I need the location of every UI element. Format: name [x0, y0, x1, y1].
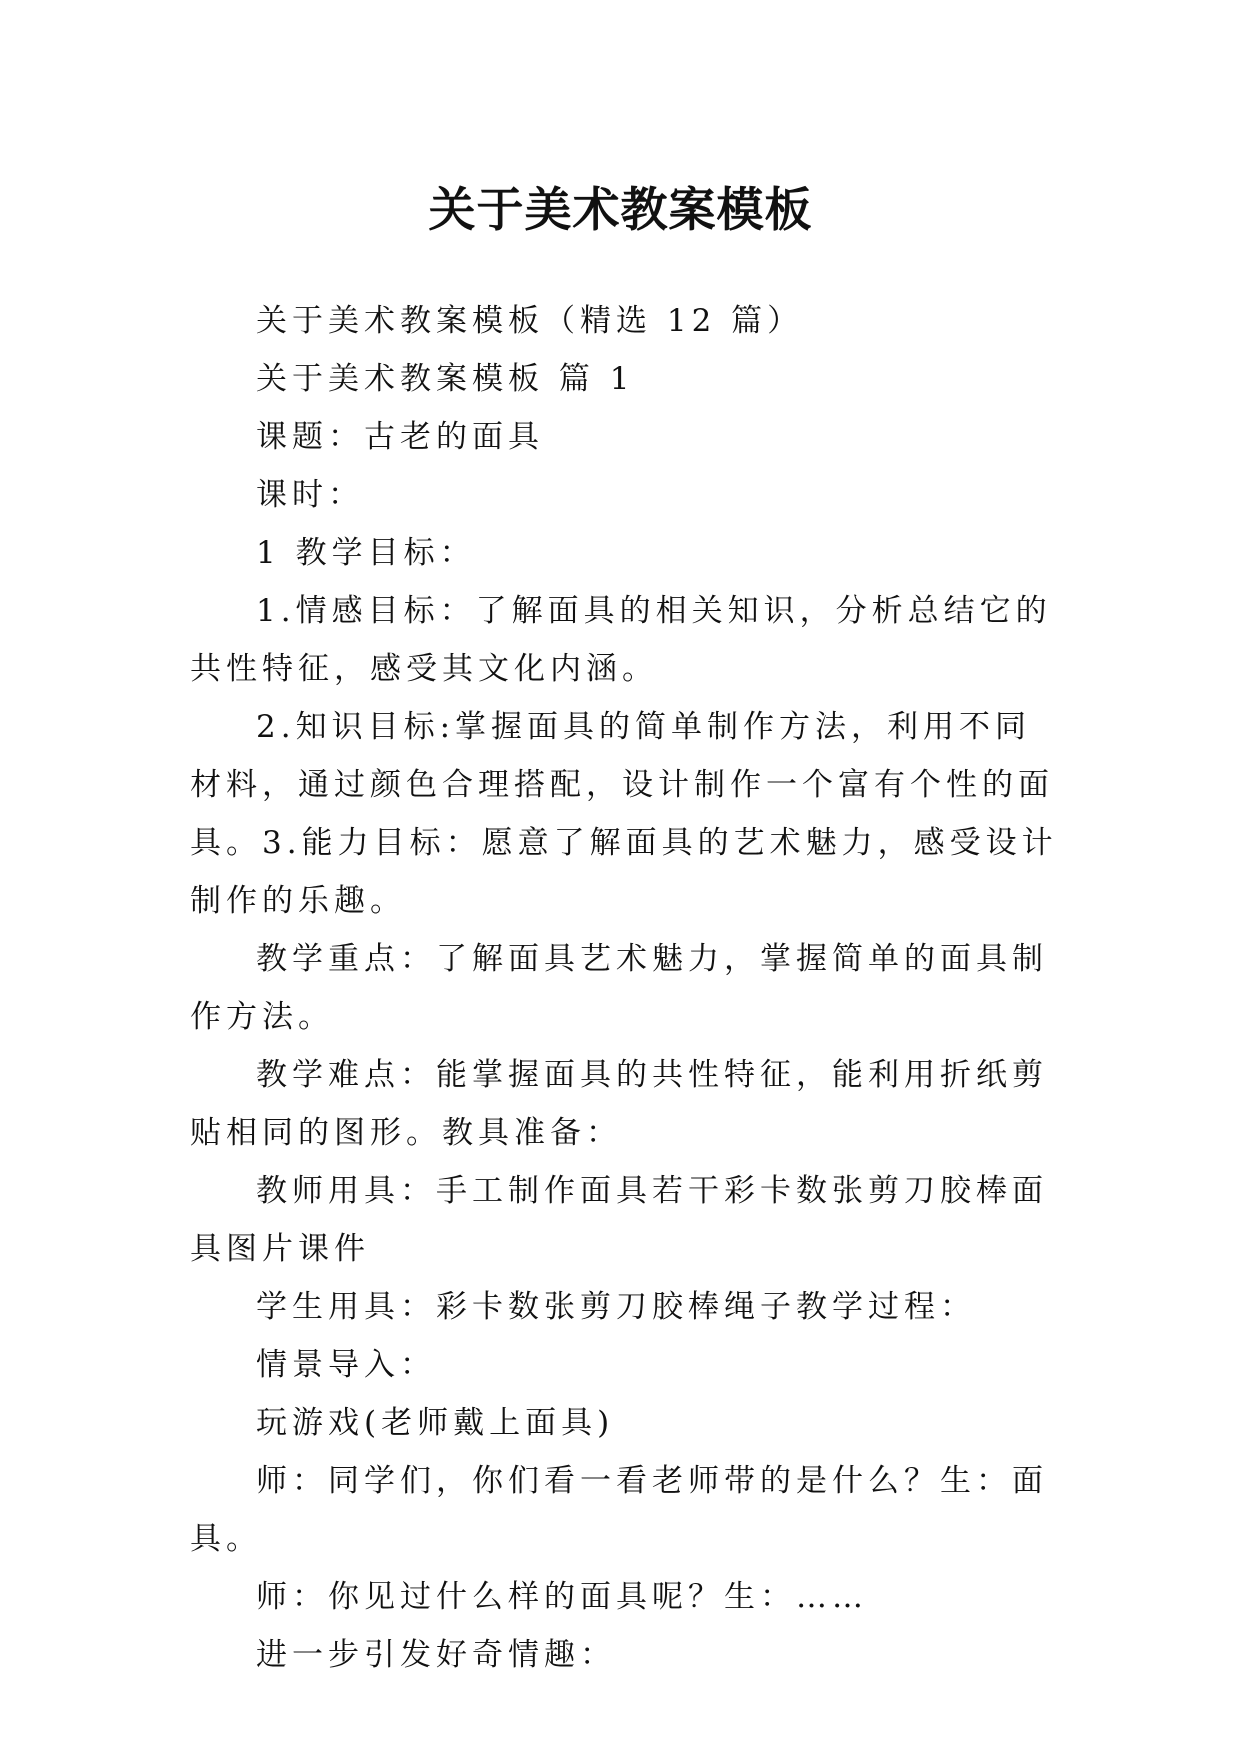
paragraph: 玩游戏(老师戴上面具) [256, 1405, 615, 1441]
document-body [190, 292, 1060, 1684]
paragraph: 1 教学目标： [256, 535, 476, 571]
paragraph: 教学重点：了解面具艺术魅力，掌握简单的面具制作方法。 [190, 941, 1048, 1035]
paragraph: 关于美术教案模板（精选 12 篇） [256, 303, 804, 339]
paragraph: 2.知识目标:掌握面具的简单制作方法，利用不同材料，通过颜色合理搭配，设计制作一个富有个性的面具。3.能力目标：愿意了解面具的艺术魅力，感受设计制作的乐趣。 [190, 709, 1058, 919]
paragraph: 学生用具：彩卡数张剪刀胶棒绳子教学过程： [256, 1289, 976, 1325]
paragraph: 1.情感目标：了解面具的相关知识，分析总结它的共性特征，感受其文化内涵。 [190, 593, 1052, 687]
paragraph: 师：你见过什么样的面具呢？生：…… [256, 1579, 868, 1615]
paragraph: 教学难点：能掌握面具的共性特征，能利用折纸剪贴相同的图形。教具准备： [190, 1057, 1048, 1151]
paragraph: 情景导入： [256, 1347, 436, 1383]
paragraph: 师：同学们，你们看一看老师带的是什么？生：面具。 [190, 1463, 1048, 1557]
paragraph: 关于美术教案模板 篇 1 [256, 361, 635, 397]
document-title: 关于美术教案模板 [428, 183, 813, 239]
paragraph: 课题：古老的面具 [256, 419, 544, 455]
paragraph: 教师用具：手工制作面具若干彩卡数张剪刀胶棒面具图片课件 [190, 1173, 1048, 1267]
paragraph: 进一步引发好奇情趣： [256, 1637, 616, 1673]
paragraph: 课时： [256, 477, 364, 513]
